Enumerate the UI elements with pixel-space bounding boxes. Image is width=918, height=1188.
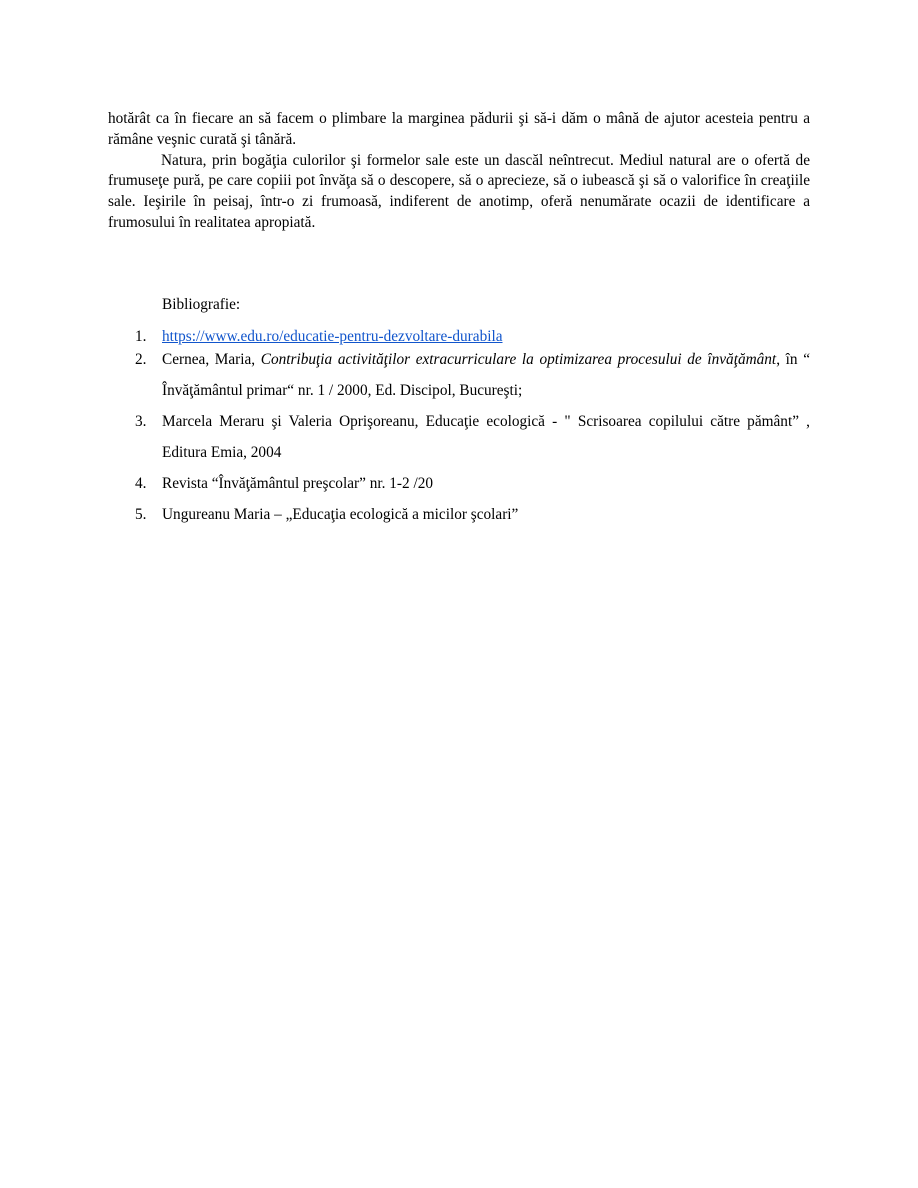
list-number: 5.: [135, 506, 147, 523]
list-number: 4.: [135, 475, 147, 492]
list-number: 1.: [135, 328, 147, 345]
paragraph-2: Natura, prin bogăţia culorilor şi formelor sale este un dascăl neîntrecut. Mediul natural are o ofertă de frumuseţe pură, pe care copiii pot învăţa să o descopere, să o aprecieze, să o iubească şi să o valorifice în creaţiile sale. Ieşirile în peisaj, într-o zi frumoasă, indiferent de anotimp, oferă nenumărate ocazii de identificare a frumosului în realitatea apropiată.: [108, 151, 810, 231]
bibliography-title: Contribuţia activităţilor extracurriculare la optimizarea procesului de învăţământ: [260, 351, 777, 368]
list-number: 3.: [135, 413, 147, 430]
bibliography-item-3: [108, 406, 810, 468]
list-number: 2.: [135, 351, 147, 368]
bibliography-text: Marcela Meraru şi Valeria Oprişoreanu, Educaţie ecologică - " Scrisoarea copilului către pământ” , Editura Emia, 2004: [162, 413, 810, 461]
bibliography-text: Revista “Învăţământul preşcolar” nr. 1-2 /20: [162, 475, 434, 492]
bibliography-heading: Bibliografie:: [162, 296, 241, 313]
bibliography-text: Cernea, Maria,: [162, 351, 261, 368]
bibliography-list: [108, 327, 810, 530]
bibliography-text: Ungureanu Maria – „Educaţia ecologică a micilor şcolari”: [162, 506, 519, 523]
bibliography-item-5: [108, 499, 810, 530]
bibliography-link[interactable]: https://www.edu.ro/educatie-pentru-dezvoltare-durabila: [162, 328, 503, 345]
bibliography-text: , în “ Învăţământul primar“ nr. 1 / 2000, Ed. Discipol, Bucureşti;: [162, 351, 810, 399]
paragraph-1: hotărât ca în fiecare an să facem o plimbare la marginea pădurii şi să-i dăm o mână de ajutor acesteia pentru a rămâne veşnic curată şi tânără.: [108, 110, 810, 148]
document-page: [108, 109, 810, 523]
bibliography-item-2: [108, 344, 810, 406]
bibliography-item-4: [108, 468, 810, 499]
